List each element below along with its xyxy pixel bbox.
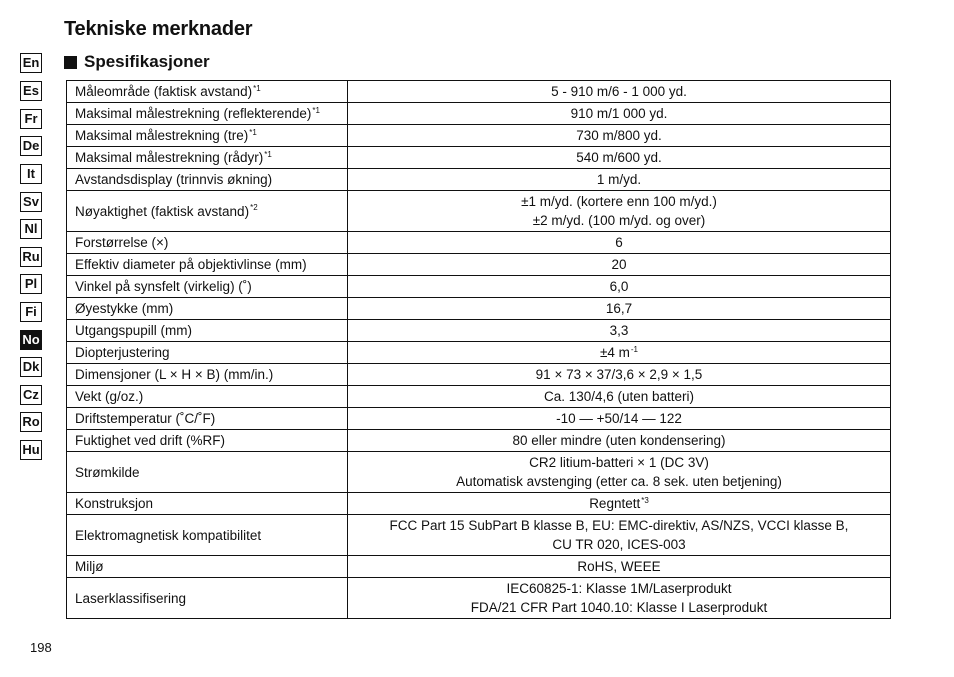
footnote-marker: *2 xyxy=(250,203,258,212)
spec-value-line xyxy=(356,321,882,340)
spec-value-text: IEC60825-1: Klasse 1M/Laserprodukt xyxy=(506,581,732,596)
spec-label-text: Strømkilde xyxy=(75,464,140,480)
table-row xyxy=(67,320,891,342)
spec-value-text: 540 m/600 yd. xyxy=(576,150,662,165)
spec-value-line xyxy=(356,431,882,450)
spec-label-text: Laserklassifisering xyxy=(75,590,187,606)
language-tab-it[interactable]: It xyxy=(20,164,42,184)
spec-label-text: Maksimal målestrekning (rådyr) xyxy=(75,150,264,165)
spec-value xyxy=(348,276,891,298)
spec-label xyxy=(67,493,348,515)
language-tab-sv[interactable]: Sv xyxy=(20,192,42,212)
spec-value xyxy=(348,515,891,556)
spec-value-text: 91 × 73 × 37/3,6 × 2,9 × 1,5 xyxy=(535,367,703,382)
spec-label xyxy=(67,452,348,493)
section-heading xyxy=(64,52,210,72)
spec-label-text: Driftstemperatur (˚C/˚F) xyxy=(75,411,216,426)
language-tab-ru[interactable]: Ru xyxy=(20,247,42,267)
spec-value-text: 6,0 xyxy=(609,279,629,294)
table-row xyxy=(67,342,891,364)
spec-label xyxy=(67,515,348,556)
spec-value-line xyxy=(356,557,882,576)
table-row xyxy=(67,191,891,232)
spec-value-line xyxy=(356,148,882,167)
table-row xyxy=(67,386,891,408)
spec-value xyxy=(348,430,891,452)
footnote-marker: *1 xyxy=(312,105,320,115)
spec-label-text: Måleområde (faktisk avstand) xyxy=(75,84,253,99)
spec-value-text: ±2 m/yd. (100 m/yd. og over) xyxy=(532,213,706,228)
spec-label-text: Effektiv diameter på objektivlinse (mm) xyxy=(75,257,307,272)
spec-value xyxy=(348,578,891,619)
spec-value xyxy=(348,556,891,578)
spec-label xyxy=(67,556,348,578)
footnote-marker: *1 xyxy=(253,83,261,93)
table-row xyxy=(67,298,891,320)
spec-value-line xyxy=(356,233,882,252)
table-row xyxy=(67,430,891,452)
spec-value-text: 6 xyxy=(615,235,623,250)
spec-value-text: 16,7 xyxy=(605,301,633,316)
language-tab-no[interactable]: No xyxy=(20,330,42,350)
spec-value xyxy=(348,408,891,430)
table-row xyxy=(67,81,891,103)
spec-value-text: RoHS, WEEE xyxy=(577,559,661,574)
spec-value-text: Regntett xyxy=(589,496,641,511)
spec-value-line xyxy=(356,192,882,211)
language-tab-ro[interactable]: Ro xyxy=(20,412,42,432)
spec-value-text: FDA/21 CFR Part 1040.10: Klasse I Laserprodukt xyxy=(470,600,768,615)
table-row xyxy=(67,578,891,619)
page-number: 198 xyxy=(30,640,52,655)
language-tab-dk[interactable]: Dk xyxy=(20,357,42,377)
spec-label-text: Diopterjustering xyxy=(75,345,170,360)
spec-value-line xyxy=(356,170,882,189)
spec-value-text: ±1 m/yd. (kortere enn 100 m/yd.) xyxy=(521,194,717,209)
spec-value xyxy=(348,342,891,364)
table-row xyxy=(67,169,891,191)
language-tab-en[interactable]: En xyxy=(20,53,42,73)
spec-value-text: -10 — +50/14 — 122 xyxy=(556,411,682,426)
spec-value-line xyxy=(356,579,882,598)
spec-value xyxy=(348,364,891,386)
spec-value-line xyxy=(356,277,882,296)
spec-label xyxy=(67,169,348,191)
table-row xyxy=(67,408,891,430)
spec-value xyxy=(348,452,891,493)
table-row xyxy=(67,556,891,578)
spec-label xyxy=(67,386,348,408)
language-tab-nl[interactable]: Nl xyxy=(20,219,42,239)
spec-label xyxy=(67,254,348,276)
spec-value xyxy=(348,125,891,147)
spec-value-text: 3,3 xyxy=(609,323,629,338)
spec-value-text: Ca. 130/4,6 (uten batteri) xyxy=(543,389,695,404)
language-tab-hu[interactable]: Hu xyxy=(20,440,42,460)
spec-value-text: CR2 litium-batteri × 1 (DC 3V) xyxy=(529,455,709,470)
spec-label xyxy=(67,232,348,254)
square-bullet-icon xyxy=(64,56,77,69)
page-title: Tekniske merknader xyxy=(64,18,253,40)
spec-label-text: Nøyaktighet (faktisk avstand) xyxy=(75,203,250,219)
spec-label xyxy=(67,103,348,125)
spec-label xyxy=(67,125,348,147)
spec-value xyxy=(348,254,891,276)
specifications-table xyxy=(66,80,891,619)
spec-label-text: Maksimal målestrekning (tre) xyxy=(75,128,249,143)
spec-value-line xyxy=(356,409,882,428)
spec-label-text: Maksimal målestrekning (reflekterende) xyxy=(75,106,312,121)
table-row xyxy=(67,103,891,125)
spec-value-text: FCC Part 15 SubPart B klasse B, EU: EMC-direktiv, AS/NZS, VCCI klasse B, xyxy=(389,518,849,533)
spec-value xyxy=(348,81,891,103)
spec-value-line xyxy=(356,299,882,318)
spec-value-line xyxy=(356,387,882,406)
table-row xyxy=(67,147,891,169)
spec-label xyxy=(67,147,348,169)
spec-label xyxy=(67,298,348,320)
spec-value xyxy=(348,191,891,232)
table-row xyxy=(67,493,891,515)
language-tab-de[interactable]: De xyxy=(20,136,42,156)
spec-label xyxy=(67,191,348,232)
spec-label xyxy=(67,276,348,298)
spec-value-line xyxy=(356,104,882,123)
spec-label-text: Vinkel på synsfelt (virkelig) (˚) xyxy=(75,279,252,294)
table-row xyxy=(67,515,891,556)
table-row xyxy=(67,125,891,147)
spec-value xyxy=(348,103,891,125)
spec-value xyxy=(348,232,891,254)
spec-label-text: Forstørrelse (×) xyxy=(75,235,169,250)
spec-label xyxy=(67,342,348,364)
spec-value-line xyxy=(356,598,882,617)
footnote-marker: *1 xyxy=(264,149,272,159)
spec-label xyxy=(67,320,348,342)
language-tab-fi[interactable]: Fi xyxy=(20,302,42,322)
spec-value-text: 80 eller mindre (uten kondensering) xyxy=(512,433,726,448)
language-tab-pl[interactable]: Pl xyxy=(20,274,42,294)
spec-value-line xyxy=(356,365,882,384)
spec-label-text: Vekt (g/oz.) xyxy=(75,389,144,404)
spec-label xyxy=(67,578,348,619)
spec-label-text: Elektromagnetisk kompatibilitet xyxy=(75,527,262,543)
spec-value-line xyxy=(356,255,882,274)
spec-label-text: Konstruksjon xyxy=(75,496,154,511)
spec-value xyxy=(348,147,891,169)
spec-value-text: 20 xyxy=(611,257,627,272)
spec-label xyxy=(67,364,348,386)
spec-label-text: Utgangspupill (mm) xyxy=(75,323,193,338)
spec-value xyxy=(348,298,891,320)
spec-value xyxy=(348,320,891,342)
spec-label-text: Øyestykke (mm) xyxy=(75,301,174,316)
spec-value-line xyxy=(356,535,882,554)
spec-label-text: Dimensjoner (L × H × B) (mm/in.) xyxy=(75,367,274,382)
spec-value xyxy=(348,386,891,408)
spec-label-text: Miljø xyxy=(75,559,104,574)
table-row xyxy=(67,452,891,493)
table-row xyxy=(67,232,891,254)
spec-value xyxy=(348,169,891,191)
spec-value-text: ±4 m xyxy=(599,345,630,360)
value-superscript: -1 xyxy=(630,344,639,354)
spec-label-text: Avstandsdisplay (trinnvis økning) xyxy=(75,172,273,187)
language-tab-es[interactable]: Es xyxy=(20,81,42,101)
spec-value-text: 1 m/yd. xyxy=(596,172,642,187)
spec-value-line xyxy=(356,82,882,101)
spec-value-line xyxy=(356,343,882,362)
footnote-marker: *1 xyxy=(249,127,257,137)
spec-value-text: Automatisk avstenging (etter ca. 8 sek. uten betjening) xyxy=(456,474,782,489)
spec-value-line xyxy=(356,472,882,491)
table-row xyxy=(67,364,891,386)
spec-label xyxy=(67,81,348,103)
spec-value-text: 910 m/1 000 yd. xyxy=(570,106,668,121)
spec-label xyxy=(67,408,348,430)
spec-label xyxy=(67,430,348,452)
table-row xyxy=(67,276,891,298)
spec-value-line xyxy=(356,494,882,513)
section-title: Spesifikasjoner xyxy=(84,52,210,71)
spec-value-line xyxy=(356,126,882,145)
spec-value-line xyxy=(356,516,882,535)
spec-value-text: 730 m/800 yd. xyxy=(576,128,662,143)
value-superscript: *3 xyxy=(641,495,649,505)
spec-value-text: CU TR 020, ICES-003 xyxy=(552,537,686,552)
language-tab-cz[interactable]: Cz xyxy=(20,385,42,405)
spec-value xyxy=(348,493,891,515)
table-row xyxy=(67,254,891,276)
spec-value-text: 5 - 910 m/6 - 1 000 yd. xyxy=(551,84,687,99)
spec-value-line xyxy=(356,453,882,472)
spec-label-text: Fuktighet ved drift (%RF) xyxy=(75,433,226,448)
spec-value-line xyxy=(356,211,882,230)
language-tab-fr[interactable]: Fr xyxy=(20,109,42,129)
